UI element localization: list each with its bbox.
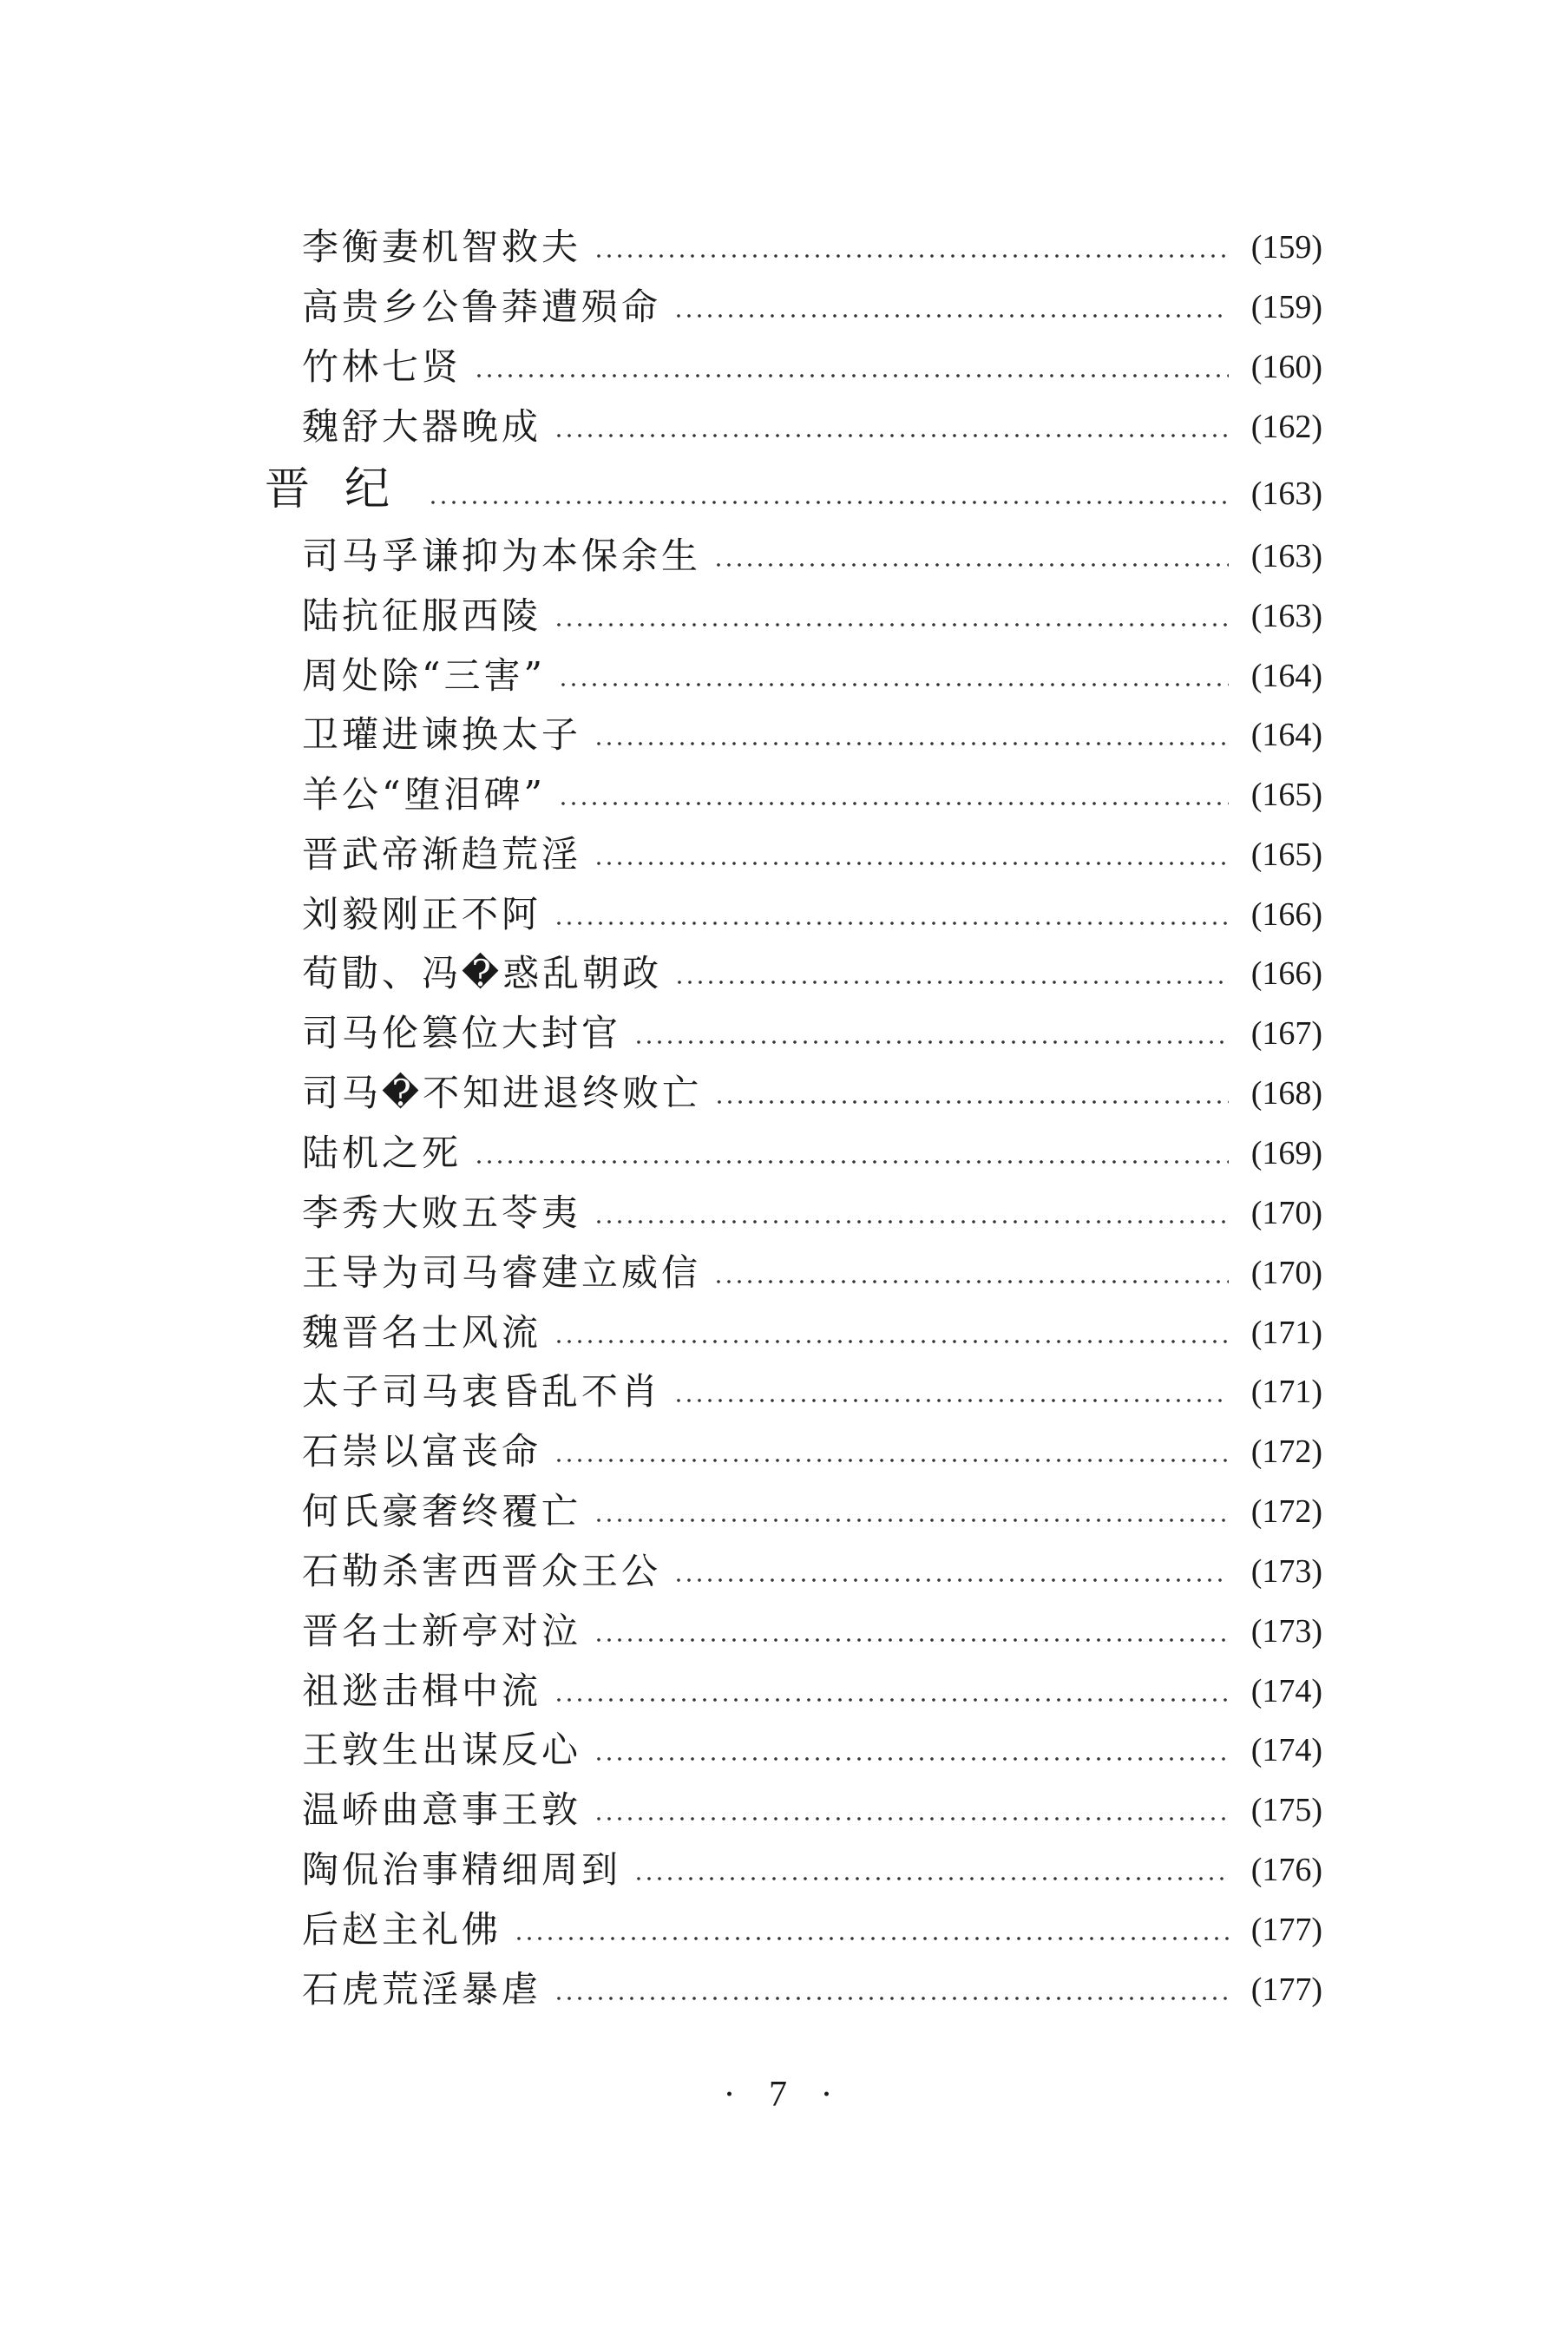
dot-leader — [673, 1398, 1229, 1403]
toc-entry-page: (164) — [1250, 658, 1322, 694]
toc-entry-page: (175) — [1250, 1792, 1322, 1828]
dot-leader — [673, 313, 1229, 318]
toc-entry[interactable] — [302, 1775, 1322, 1831]
toc-entry-page: (173) — [1250, 1553, 1322, 1590]
toc-entry[interactable] — [302, 1656, 1322, 1712]
toc-entry-page: (171) — [1250, 1315, 1322, 1351]
toc-entry-page: (170) — [1250, 1195, 1322, 1231]
toc-entry-page: (163) — [1250, 476, 1322, 512]
toc-entry-title: 温峤曲意事王敦 — [302, 1788, 582, 1831]
toc-entry-page: (165) — [1250, 836, 1322, 873]
toc-entry-title: 石虎荒淫暴虐 — [302, 1968, 542, 2011]
toc-entry-title: 司马伦篡位大封官 — [302, 1012, 622, 1054]
dot-leader — [474, 373, 1229, 378]
toc-entry[interactable] — [302, 938, 1322, 992]
toc-entry[interactable] — [302, 1834, 1322, 1891]
toc-entry-page: (172) — [1250, 1433, 1322, 1470]
toc-entry-title: 石勒杀害西晋众王公 — [302, 1550, 662, 1592]
section-title: 晋纪 — [265, 463, 425, 515]
toc-entry-page: (173) — [1250, 1613, 1322, 1650]
toc-entry-page: (174) — [1250, 1673, 1322, 1709]
toc-entry-title: 魏舒大器晚成 — [302, 405, 542, 448]
toc-entry-page: (163) — [1250, 538, 1322, 574]
dot-leader — [673, 1578, 1229, 1583]
dot-leader — [554, 1996, 1229, 2001]
toc-entry[interactable] — [302, 879, 1322, 933]
toc-entry[interactable] — [302, 212, 1322, 266]
toc-entry-title: 王导为司马睿建立威信 — [302, 1251, 702, 1294]
toc-entry[interactable] — [302, 998, 1322, 1052]
toc-entry-title: 太子司马衷昏乱不肖 — [302, 1370, 662, 1413]
toc-entry[interactable] — [302, 1954, 1322, 2011]
dot-leader — [714, 1099, 1229, 1105]
toc-entry-title: 王敦生出谋反心 — [302, 1729, 582, 1771]
dot-leader — [554, 921, 1229, 926]
toc-entry[interactable] — [302, 1894, 1322, 1951]
dot-leader — [554, 433, 1229, 438]
toc-entry[interactable] — [302, 1715, 1322, 1771]
toc-entry[interactable] — [302, 1476, 1322, 1530]
toc-entry-title: 陆抗征服西陵 — [302, 594, 542, 637]
toc-entry-title: 李衡妻机智救夫 — [302, 226, 582, 268]
toc-entry[interactable] — [302, 1356, 1322, 1413]
toc-entry[interactable] — [302, 1596, 1322, 1650]
toc-entry-title: 刘毅刚正不阿 — [302, 893, 542, 935]
toc-entry[interactable] — [302, 1237, 1322, 1294]
toc-entry[interactable] — [302, 1416, 1322, 1473]
toc-entry-title: 石崇以富丧命 — [302, 1430, 542, 1473]
dot-leader — [558, 682, 1229, 687]
toc-entry[interactable] — [302, 819, 1322, 876]
dot-leader — [713, 562, 1229, 567]
dot-leader — [674, 980, 1229, 985]
toc-entry-page: (168) — [1250, 1075, 1322, 1112]
dot-leader — [633, 1876, 1229, 1881]
dot-leader — [594, 741, 1229, 746]
toc-entry-title: 后赵主礼佛 — [302, 1908, 502, 1951]
dot-leader — [428, 500, 1229, 505]
toc-entry-page: (162) — [1250, 409, 1322, 445]
toc-entry-title: 司马�不知进退终败亡 — [302, 1072, 703, 1114]
toc-entry-title: 晋武帝渐趋荒淫 — [302, 833, 582, 876]
page-number: · 7 · — [723, 2075, 845, 2115]
toc-entry[interactable] — [302, 640, 1322, 697]
toc-entry[interactable] — [302, 272, 1322, 328]
toc-entry-title: 司马孚谦抑为本保余生 — [302, 535, 702, 577]
dot-leader — [633, 1040, 1229, 1045]
dot-leader — [594, 1219, 1229, 1224]
toc-entry[interactable] — [302, 1178, 1322, 1234]
dot-leader — [514, 1936, 1229, 1941]
toc-entry-page: (166) — [1250, 896, 1322, 933]
toc-entry[interactable] — [302, 1058, 1322, 1112]
toc-entry-title: 竹林七贤 — [302, 345, 463, 388]
toc-entry[interactable] — [302, 1297, 1322, 1354]
toc-entry-title: 何氏豪奢终覆亡 — [302, 1490, 582, 1532]
toc-entry[interactable] — [302, 1118, 1322, 1174]
toc-entry[interactable] — [302, 1536, 1322, 1590]
toc-entry-title: 卫瓘进谏换太子 — [302, 713, 582, 756]
dot-leader — [594, 253, 1229, 259]
dot-leader — [594, 1637, 1229, 1643]
dot-leader — [594, 1756, 1229, 1762]
toc-entry-page: (177) — [1250, 1912, 1322, 1948]
toc-entry-page: (170) — [1250, 1255, 1322, 1291]
toc-entry-title: 羊公“堕泪碑” — [302, 773, 546, 816]
dot-leader — [554, 622, 1229, 627]
toc-entry-page: (159) — [1250, 289, 1322, 325]
toc-entry-page: (164) — [1250, 717, 1322, 753]
dot-leader — [594, 861, 1229, 866]
toc-entry-title: 周处除“三害” — [302, 654, 546, 697]
toc-entry-title: 荀勖、冯�惑乱朝政 — [302, 952, 663, 994]
dot-leader — [554, 1697, 1229, 1702]
toc-entry[interactable] — [302, 391, 1322, 448]
toc-entry-title: 李秀大败五苓夷 — [302, 1191, 582, 1234]
toc-entry-page: (169) — [1250, 1135, 1322, 1171]
toc-entry-page: (165) — [1250, 777, 1322, 813]
toc-entry-page: (177) — [1250, 1971, 1322, 2008]
dot-leader — [554, 1339, 1229, 1344]
toc-entry[interactable] — [302, 699, 1322, 756]
toc-section-heading[interactable] — [265, 458, 1322, 515]
toc-entry[interactable] — [302, 759, 1322, 816]
toc-entry-page: (166) — [1250, 955, 1322, 992]
toc-entry-page: (160) — [1250, 349, 1322, 385]
toc-entry-page: (171) — [1250, 1374, 1322, 1410]
toc-entry-page: (159) — [1250, 229, 1322, 266]
toc-entry-title: 魏晋名士风流 — [302, 1311, 542, 1354]
toc-entry[interactable] — [302, 331, 1322, 388]
toc-entry[interactable] — [302, 521, 1322, 577]
toc-entry-page: (174) — [1250, 1732, 1322, 1768]
dot-leader — [558, 801, 1229, 806]
toc-entry-title: 祖逖击楫中流 — [302, 1670, 542, 1712]
toc-entry-title: 高贵乡公鲁莽遭殒命 — [302, 285, 662, 328]
toc-entry-page: (167) — [1250, 1015, 1322, 1052]
toc-entry[interactable] — [302, 581, 1322, 637]
dot-leader — [713, 1279, 1229, 1284]
toc-entry-title: 陆机之死 — [302, 1132, 463, 1174]
dot-leader — [474, 1159, 1229, 1164]
toc-entry-title: 晋名士新亭对泣 — [302, 1610, 582, 1652]
toc-entry-page: (172) — [1250, 1493, 1322, 1530]
toc-entry-page: (163) — [1250, 598, 1322, 634]
toc-entry-title: 陶侃治事精细周到 — [302, 1848, 622, 1891]
dot-leader — [594, 1816, 1229, 1821]
dot-leader — [594, 1518, 1229, 1523]
toc-entry-page: (176) — [1250, 1852, 1322, 1888]
dot-leader — [554, 1458, 1229, 1463]
